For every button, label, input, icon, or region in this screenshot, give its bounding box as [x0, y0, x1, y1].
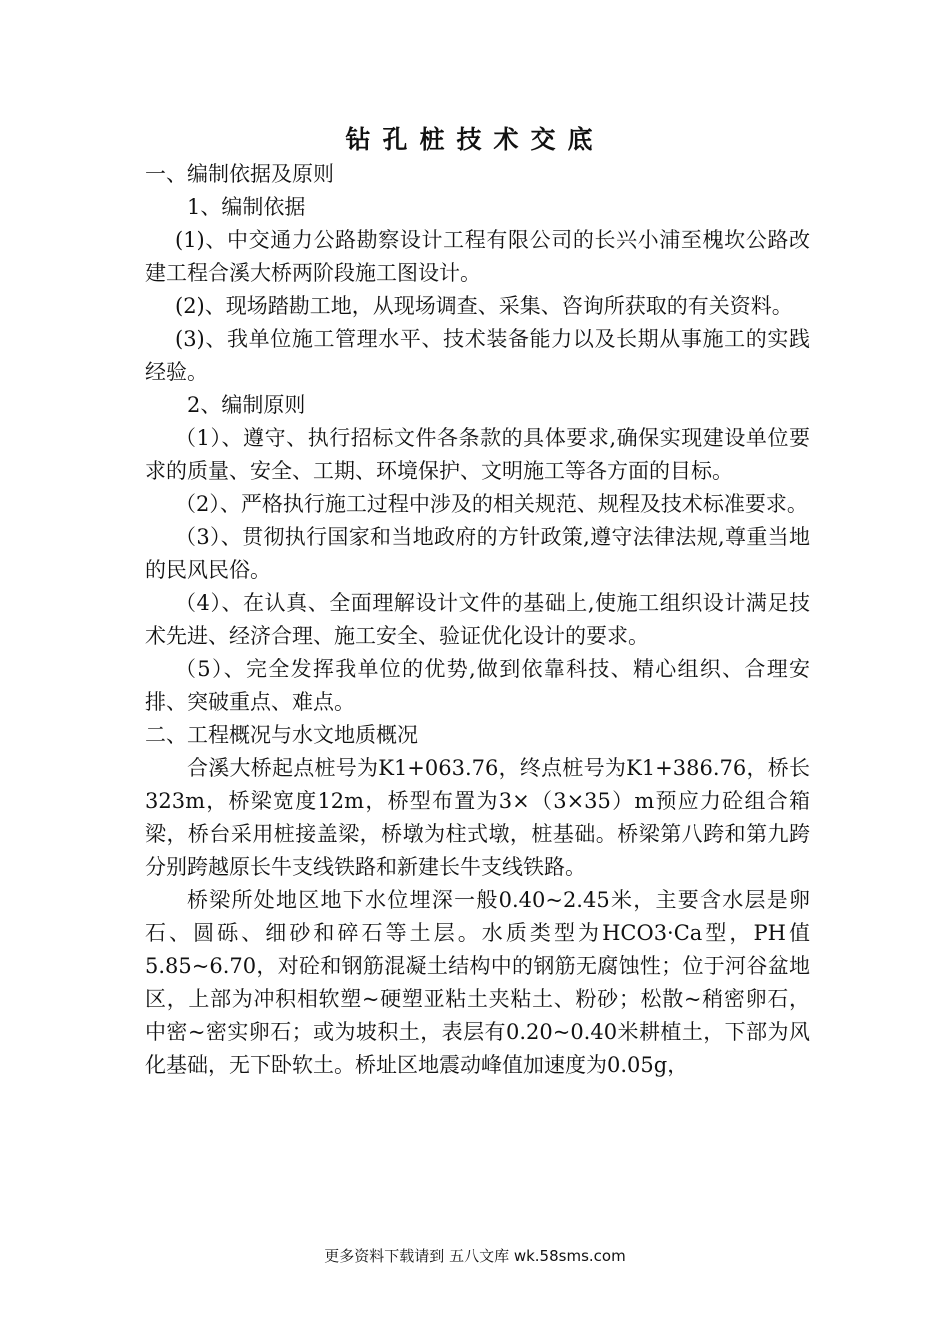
subsection-heading-principles: 2、编制原则: [187, 393, 306, 417]
section-heading-1: 一、编制依据及原则: [145, 162, 334, 186]
principle-item: （3）、贯彻执行国家和当地政府的方针政策,遵守法律法规,尊重当地的民风民俗。: [145, 525, 810, 582]
overview-paragraph: 桥梁所处地区地下水位埋深一般0.40~2.45米，主要含水层是卵石、圆砾、细砂和碎石等土层。水质类型为HCO3·Ca型，PH值5.85~6.70，对砼和钢筋混凝土结构中的钢筋无腐蚀性；位于河谷盆地区，上部为冲积相软塑~硬塑亚粘土夹粘土、粉砂；松散~稍密卵石，中密~密实卵石；或为坡积土，表层有0.20~0.40米耕植土，下部为风化基础，无下卧软土。桥址区地震动峰值加速度为0.05g，: [145, 888, 810, 1077]
footer-watermark-link[interactable]: 更多资料下载请到 五八文库 wk.58sms.com: [324, 1247, 626, 1265]
section-heading-2: 二、工程概况与水文地质概况: [145, 723, 418, 747]
basis-item: (2)、现场踏勘工地，从现场调查、采集、咨询所获取的有关资料。: [175, 294, 793, 318]
document-body: [145, 158, 810, 1082]
principle-item: （1）、遵守、执行招标文件各条款的具体要求,确保实现建设单位要求的质量、安全、工期、环境保护、文明施工等各方面的目标。: [145, 426, 810, 483]
subsection-heading-basis: 1、编制依据: [187, 195, 306, 219]
overview-paragraph: 合溪大桥起点桩号为K1+063.76，终点桩号为K1+386.76，桥长323m，桥梁宽度12m，桥型布置为3×（3×35）m预应力砼组合箱梁，桥台采用桩接盖梁，桥墩为柱式墩，桩基础。桥梁第八跨和第九跨分别跨越原长牛支线铁路和新建长牛支线铁路。: [145, 756, 810, 879]
basis-item: (1)、中交通力公路勘察设计工程有限公司的长兴小浦至槐坎公路改建工程合溪大桥两阶段施工图设计。: [145, 228, 810, 285]
principle-item: （2）、严格执行施工过程中涉及的相关规范、规程及技术标准要求。: [175, 492, 808, 516]
principle-item: （4）、在认真、全面理解设计文件的基础上,使施工组织设计满足技术先进、经济合理、施工安全、验证优化设计的要求。: [145, 591, 810, 648]
basis-item: (3)、我单位施工管理水平、技术装备能力以及长期从事施工的实践经验。: [145, 327, 810, 384]
principle-item: （5）、完全发挥我单位的优势,做到依靠科技、精心组织、合理安排、突破重点、难点。: [145, 657, 810, 714]
document-title: 钻孔桩技术交底: [345, 125, 605, 154]
